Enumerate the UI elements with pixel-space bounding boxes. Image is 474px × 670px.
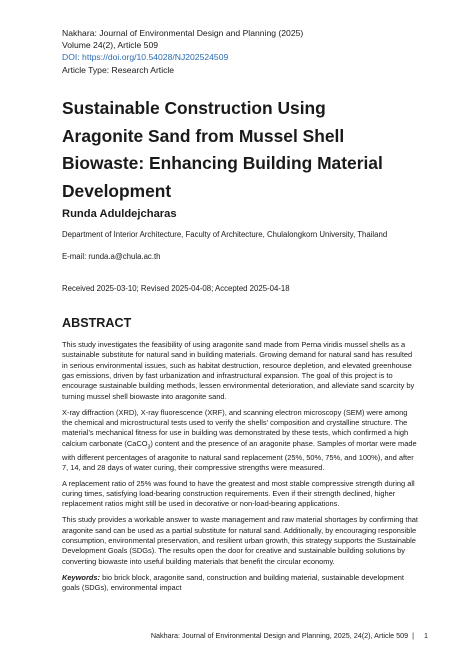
page-footer — [151, 631, 428, 640]
abstract-heading: ABSTRACT — [62, 316, 132, 330]
keywords — [62, 573, 419, 594]
keywords-list: bio brick block, aragonite sand, construction and building material, sustainable development goals (SDGs), environmental impact — [62, 572, 404, 593]
author-name: Runda Aduldejcharas — [62, 208, 177, 220]
abstract-paragraph: A replacement ratio of 25% was found to have the greatest and most stable compressive strength during all curing times, satisfying load-bearing construction requirements. Even if their strength declined, higher replacement ratios might still be used in decorative or non-load-bearing applications. — [62, 478, 415, 509]
abstract-paragraph: This study investigates the feasibility of using aragonite sand made from Perna viridis mussel shells as a sustainable substitute for natural sand in building materials. Growing demand for natural sand has resulted in serious environmental issues, such as habitat destruction, resource depletion, and elevated greenhouse gas emissions, driven by fast urbanization and infrastructural expansion. The goal of this project is to encourage sustainable building methods, lessen environmental deterioration, and alleviate sand scarcity by turning mussel shell biowaste into aragonite sand. — [62, 340, 415, 401]
abstract-paragraph — [62, 408, 419, 474]
abstract-text: X-ray diffraction (XRD), X-ray fluorescence (XRF), and scanning electron microscopy (SEM) were among the chemical and microstructural tests used to verify the shells' composition and crystalline structure. The material's mechanical fitness for use in building was demonstrated by these tests, which confirmed a high calcium carbonate ( — [62, 407, 409, 448]
doi-link[interactable]: DOI: https://doi.org/10.54028/NJ202524509 — [62, 52, 229, 63]
volume-article: Volume 24(2), Article 509 — [62, 40, 159, 51]
author-email: E-mail: runda.a@chula.ac.th — [62, 252, 161, 261]
author-affiliation: Department of Interior Architecture, Faculty of Architecture, Chulalongkorn University, Thailand — [62, 230, 388, 239]
page-number: 1 — [424, 631, 428, 640]
keywords-label: Keywords: — [62, 572, 101, 582]
abstract-paragraph: This study provides a workable answer to waste management and raw material shortages by confirming that aragonite sand can be used as a partial substitute for natural sand. Additionally, by encouraging responsible consumption, environmental preservation, and resilient urban growth, this strategy supports the Sustainable Development Goals (SDGs). The results open the door for creative and sustainable building solutions by converting biowaste into useful building materials that benefit the circular economy. — [62, 515, 418, 566]
abstract-body — [62, 340, 419, 599]
chemical-formula — [126, 438, 151, 451]
footer-citation: Nakhara: Journal of Environmental Design and Planning, 2025, 24(2), Article 509 — [150, 631, 409, 640]
formula-subscript: 3 — [147, 444, 151, 451]
article-type: Article Type: Research Article — [62, 64, 175, 75]
journal-header — [62, 27, 422, 76]
formula-base: CaCO — [126, 438, 148, 448]
footer-separator: | — [412, 631, 414, 640]
abstract-text: ) content and the presence of an aragonite phase. Samples of mortar were made with different percentages of aragonite to natural sand replacement (25%, 50%, 75%, and 100%), and after 7, 14, and 28 days of water curing, their compressive strengths were measured. — [62, 438, 417, 472]
journal-name: Nakhara: Journal of Environmental Design and Planning (2025) — [62, 28, 304, 38]
paper-title: Sustainable Construction Using Aragonite Sand from Mussel Shell Biowaste: Enhancing Building Material Development — [62, 98, 383, 201]
publication-dates: Received 2025-03-10; Revised 2025-04-08; Accepted 2025-04-18 — [62, 284, 290, 293]
